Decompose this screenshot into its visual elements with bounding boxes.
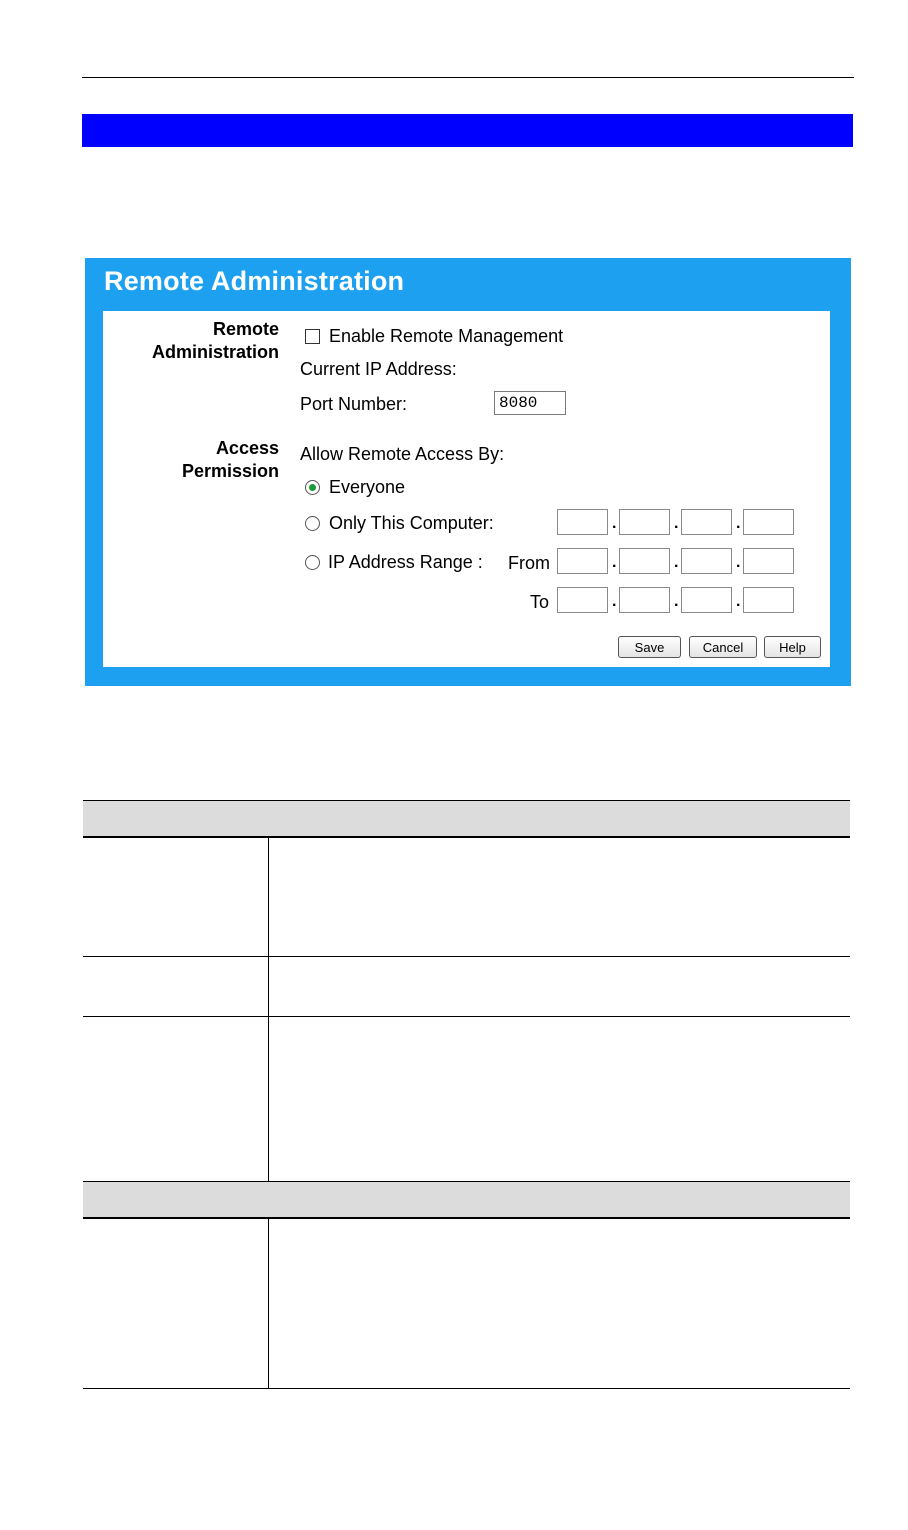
range-from-ip-octet-4[interactable] [743, 548, 794, 574]
allow-remote-access-label: Allow Remote Access By: [300, 444, 505, 464]
range-to-ip-octet-2[interactable] [619, 587, 670, 613]
settings-description-table [83, 800, 850, 1390]
radio-selected-dot [309, 484, 316, 491]
ip-separator: . [736, 515, 741, 532]
port-number-label: Port Number: [300, 394, 408, 414]
table-column-divider [268, 838, 269, 1182]
ip-separator: . [674, 554, 679, 571]
save-button[interactable]: Save [618, 636, 681, 658]
remote-administration-section-label: Remote Administration [151, 319, 279, 362]
cancel-button[interactable]: Cancel [689, 636, 757, 658]
help-button[interactable]: Help [764, 636, 821, 658]
table-row-divider [83, 1016, 850, 1017]
table-section-header [83, 1181, 850, 1219]
range-from-ip-octet-2[interactable] [619, 548, 670, 574]
page-top-rule [82, 77, 854, 78]
panel-form [103, 311, 830, 667]
table-bottom-border [83, 1388, 850, 1389]
table-column-divider [268, 1219, 269, 1388]
range-to-ip-octet-3[interactable] [681, 587, 732, 613]
range-to-ip-octet-4[interactable] [743, 587, 794, 613]
ip-separator: . [736, 593, 741, 610]
ip-separator: . [674, 515, 679, 532]
ip-separator: . [612, 515, 617, 532]
only-computer-ip-octet-3[interactable] [681, 509, 732, 535]
table-section-header [83, 800, 850, 838]
ip-address-range-radio[interactable] [305, 555, 320, 570]
ip-separator: . [612, 554, 617, 571]
current-ip-address-label: Current IP Address: [300, 359, 457, 379]
to-label: To [530, 592, 550, 612]
access-permission-section-label: Access Permission [181, 438, 279, 481]
from-label: From [508, 553, 550, 573]
panel-title: Remote Administration [104, 266, 405, 296]
ip-separator: . [674, 593, 679, 610]
only-computer-ip-octet-4[interactable] [743, 509, 794, 535]
only-computer-ip-octet-2[interactable] [619, 509, 670, 535]
ip-separator: . [612, 593, 617, 610]
everyone-label: Everyone [329, 477, 406, 497]
range-from-ip-octet-1[interactable] [557, 548, 608, 574]
everyone-radio[interactable] [305, 480, 320, 495]
enable-remote-management-checkbox[interactable] [305, 329, 320, 344]
only-computer-ip-octet-1[interactable] [557, 509, 608, 535]
range-to-ip-octet-1[interactable] [557, 587, 608, 613]
only-this-computer-label: Only This Computer: [329, 513, 494, 533]
ip-separator: . [736, 554, 741, 571]
table-row-divider [83, 956, 850, 957]
port-number-input[interactable]: 8080 [494, 391, 566, 415]
remote-administration-panel [85, 258, 851, 686]
ip-address-range-label: IP Address Range : [328, 552, 483, 572]
enable-remote-management-label: Enable Remote Management [329, 326, 564, 346]
only-this-computer-radio[interactable] [305, 516, 320, 531]
section-heading-banner [82, 114, 853, 147]
range-from-ip-octet-3[interactable] [681, 548, 732, 574]
